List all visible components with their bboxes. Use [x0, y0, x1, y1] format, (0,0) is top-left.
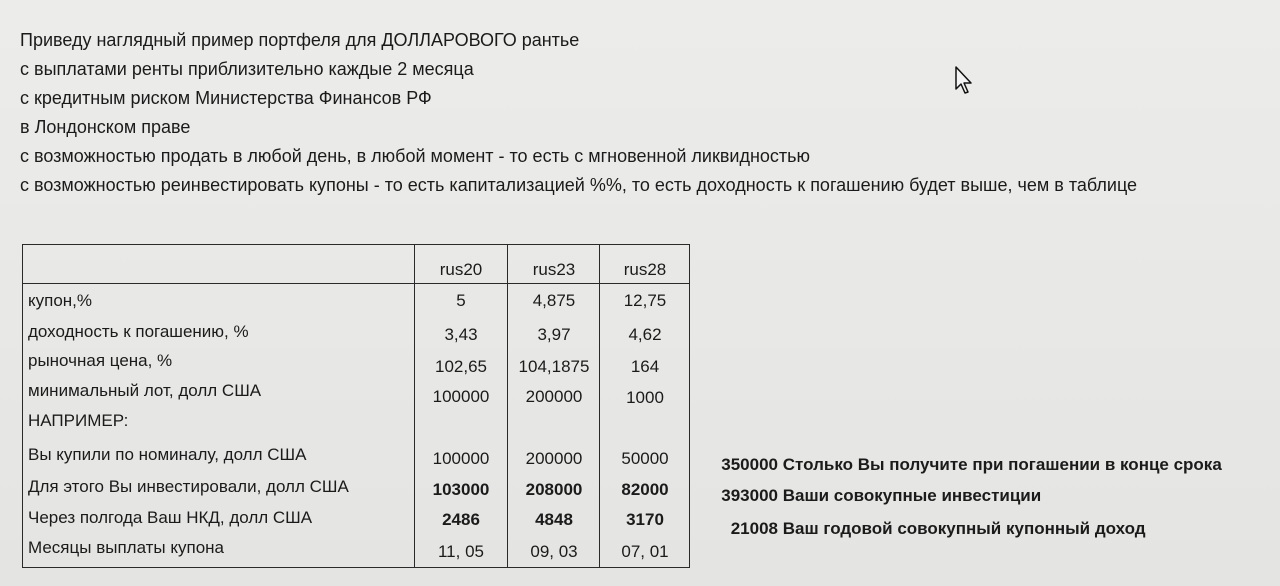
table-cell: 100000 — [432, 449, 490, 468]
column-header-rus23: rus23 — [532, 260, 576, 279]
table-cell: 208000 — [525, 480, 583, 499]
row-label-price: рыночная цена, % — [28, 351, 173, 370]
table-cell: 100000 — [432, 387, 490, 406]
note-value: 21008 — [730, 519, 778, 538]
table-cell: 09, 03 — [530, 542, 578, 561]
row-label-coupon: купон,% — [28, 291, 93, 310]
mouse-pointer-icon — [954, 65, 974, 95]
note-redemption — [712, 455, 1222, 475]
row-label-example: НАПРИМЕР: — [28, 411, 129, 430]
table-cell: 50000 — [621, 449, 669, 468]
table-cell: 4848 — [535, 510, 573, 529]
table-cell: 2486 — [442, 510, 480, 529]
table-cell: 3,97 — [537, 325, 571, 344]
note-text: Столько Вы получите при погашении в конце срока — [782, 455, 1222, 474]
table-cell: 3,43 — [444, 325, 478, 344]
bond-table — [22, 244, 690, 568]
note-value: 350000 — [721, 455, 778, 474]
table-cell: 104,1875 — [518, 357, 590, 376]
table-cell: 4,875 — [532, 291, 576, 310]
table-cell: 12,75 — [623, 291, 667, 310]
row-label-min-lot: минимальный лот, долл США — [28, 381, 262, 400]
row-label-coupon-months: Месяцы выплаты купона — [28, 538, 225, 557]
column-header-rus28: rus28 — [623, 260, 667, 279]
note-text: Ваши совокупные инвестиции — [782, 486, 1042, 505]
intro-text — [20, 26, 1137, 200]
table-cell: 82000 — [621, 480, 669, 499]
table-cell: 102,65 — [435, 357, 487, 376]
note-value: 393000 — [721, 486, 778, 505]
table-cell: 4,62 — [628, 325, 662, 344]
table-cell: 11, 05 — [437, 542, 484, 561]
note-total-investment — [712, 486, 1041, 506]
intro-line: с выплатами ренты приблизительно каждые 2 месяца — [20, 59, 474, 79]
row-label-yield: доходность к погашению, % — [28, 322, 249, 341]
intro-line: Приведу наглядный пример портфеля для ДОЛЛАРОВОГО рантье — [20, 30, 580, 50]
table-cell: 103000 — [432, 480, 490, 499]
row-label-bought-nominal: Вы купили по номиналу, долл США — [28, 445, 307, 464]
table-cell: 07, 01 — [621, 542, 669, 561]
note-annual-coupon — [712, 519, 1146, 539]
table-cell: 200000 — [525, 449, 583, 468]
header-divider — [23, 283, 689, 284]
row-label-accrued-interest: Через полгода Ваш НКД, долл США — [28, 508, 313, 527]
table-cell: 1000 — [626, 388, 664, 407]
table-cell: 3170 — [626, 510, 664, 529]
note-text: Ваш годовой совокупный купонный доход — [782, 519, 1146, 538]
column-header-rus20: rus20 — [439, 260, 483, 279]
intro-line: с кредитным риском Министерства Финансов РФ — [20, 88, 432, 108]
intro-line: с возможностью продать в любой день, в любой момент - то есть с мгновенной ликвидностью — [20, 146, 811, 166]
intro-line: с возможностью реинвестировать купоны - то есть капитализацией %%, то есть доходность к погашению будет выше, чем в таблице — [20, 175, 1138, 195]
row-label-invested: Для этого Вы инвестировали, долл США — [28, 477, 349, 496]
table-cell: 200000 — [525, 387, 583, 406]
table-cell: 164 — [630, 357, 660, 376]
table-cell: 5 — [456, 291, 466, 310]
intro-line: в Лондонском праве — [20, 117, 191, 137]
